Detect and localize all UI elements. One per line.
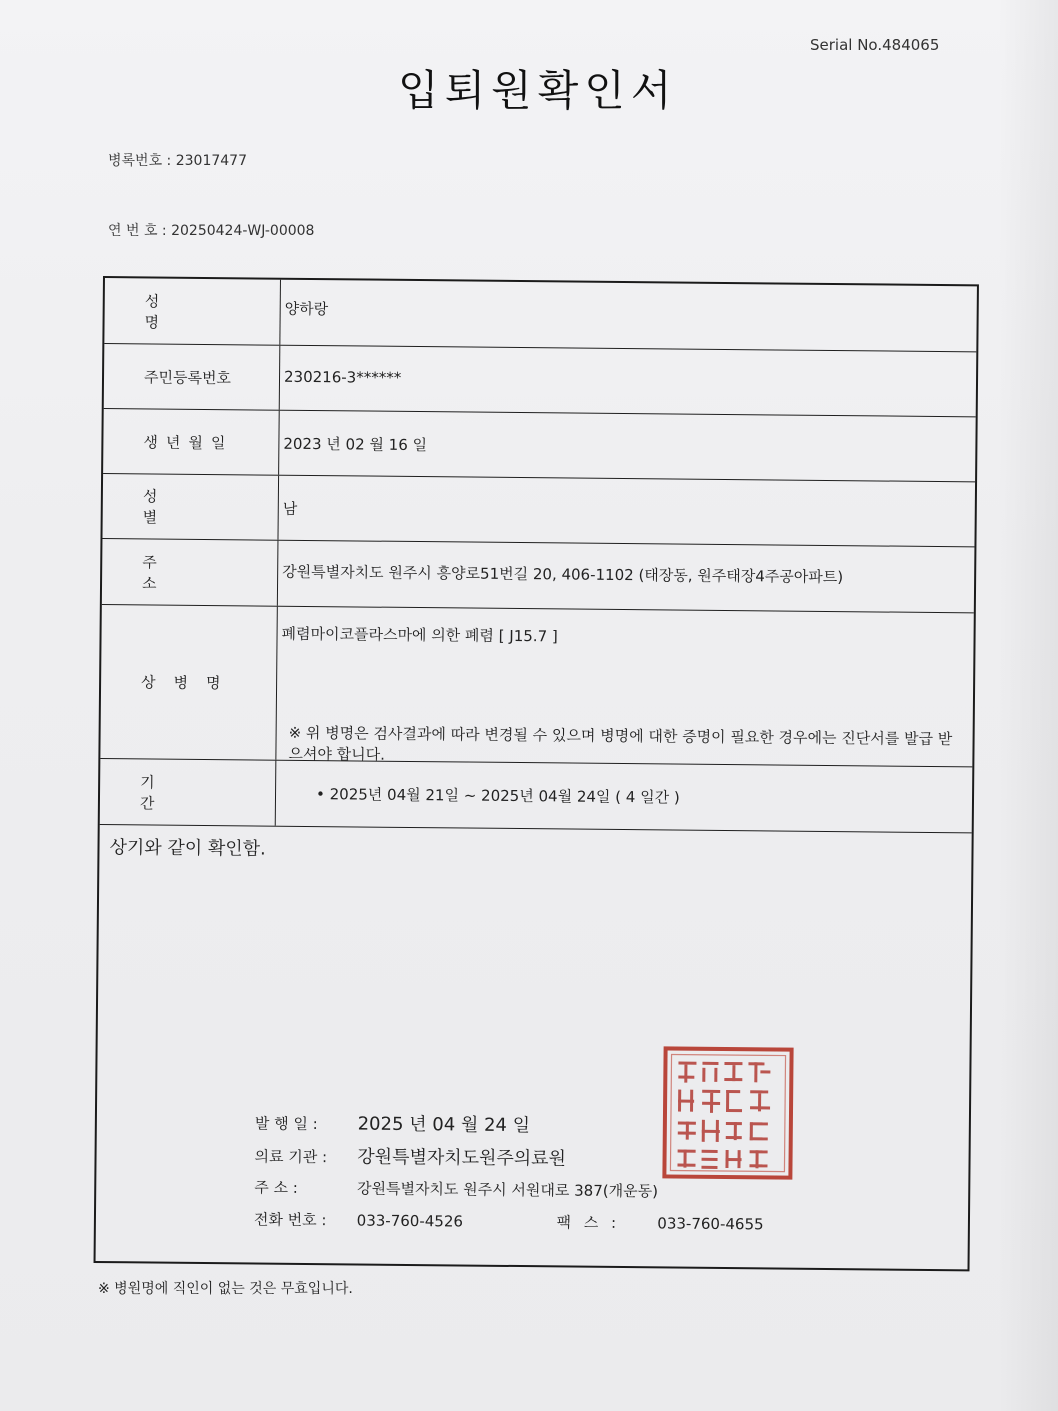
- fax-value: 033-760-4655: [657, 1214, 764, 1234]
- sequence-number: 20250424-WJ-00008: [171, 223, 315, 239]
- sequence-label: 연 번 호 :: [108, 223, 167, 239]
- diagnosis-value: 폐렴마이코플라스마에 의한 폐렴 [ J15.7 ]: [281, 624, 558, 646]
- page-shadow: [998, 0, 1058, 1411]
- sequence-line: [108, 220, 314, 240]
- registration-line: [108, 150, 247, 170]
- issue-date-value: 2025 년 04 월 24 일: [357, 1113, 531, 1137]
- period-value: • 2025년 04월 21일 ~ 2025년 04월 24일 ( 4 일간 ): [315, 785, 680, 807]
- institution-address-label: 주 소 :: [254, 1178, 298, 1197]
- birth-value: 2023 년 02 월 16 일: [283, 434, 428, 455]
- institution-line: [254, 1141, 566, 1170]
- serial-number: Serial No.484065: [810, 36, 940, 54]
- issue-date-label: 발 행 일 :: [254, 1114, 318, 1134]
- address-value: 강원특별자치도 원주시 흥양로51번길 20, 406-1102 (태장동, 원주태장4주공아파트): [282, 562, 844, 587]
- sex-value: 남: [282, 499, 298, 518]
- registration-number: 23017477: [175, 153, 247, 169]
- registration-label: 병록번호 :: [108, 153, 172, 169]
- birth-label: 생년월일: [103, 409, 280, 475]
- row-period: [100, 759, 973, 833]
- fax-label: 팩 스 :: [556, 1213, 621, 1233]
- phone-line: [254, 1208, 764, 1234]
- issue-date-line: [255, 1108, 530, 1137]
- resident-value: 230216-3******: [283, 367, 402, 387]
- name-label: 성명: [104, 278, 281, 345]
- footer-note: ※ 병원명에 직인이 없는 것은 무효입니다.: [98, 1281, 353, 1297]
- certificate-frame: [94, 276, 979, 1271]
- name-value: 양하랑: [284, 299, 329, 319]
- institution-address-line: [254, 1176, 658, 1201]
- diagnosis-note: ※ 위 병명은 검사결과에 따라 변경될 수 있으며 병명에 대한 증명이 필요한 경우에는 진단서를 발급 받으셔야 합니다.: [288, 723, 953, 764]
- row-birth-date: [103, 409, 976, 482]
- issue-section: [96, 825, 972, 1271]
- institution-label: 의료 기관 :: [254, 1147, 328, 1167]
- document-title: 입퇴원확인서: [398, 66, 678, 115]
- diagnosis-cell: [280, 623, 965, 764]
- resident-label: 주민등록번호: [104, 344, 281, 410]
- diagnosis-label: 상병명: [100, 605, 277, 760]
- sex-label: 성별: [102, 474, 279, 540]
- row-diagnosis: [100, 605, 973, 767]
- row-name: [104, 278, 977, 352]
- address-label: 주소: [102, 539, 279, 606]
- institution-address-value: 강원특별자치도 원주시 서원대로 387(개운동): [356, 1179, 659, 1201]
- confirm-text: 상기와 같이 확인함.: [109, 837, 266, 860]
- period-label: 기간: [100, 759, 277, 826]
- phone-value: 033-760-4526: [356, 1211, 464, 1231]
- institution-value: 강원특별자치도원주의료원: [357, 1146, 567, 1170]
- phone-label: 전화 번호 :: [253, 1210, 327, 1230]
- row-address: [102, 539, 975, 613]
- row-resident-number: [104, 344, 977, 417]
- seal-glyphs: [677, 1062, 770, 1170]
- row-sex: [102, 474, 975, 547]
- hospital-seal: [661, 1045, 794, 1180]
